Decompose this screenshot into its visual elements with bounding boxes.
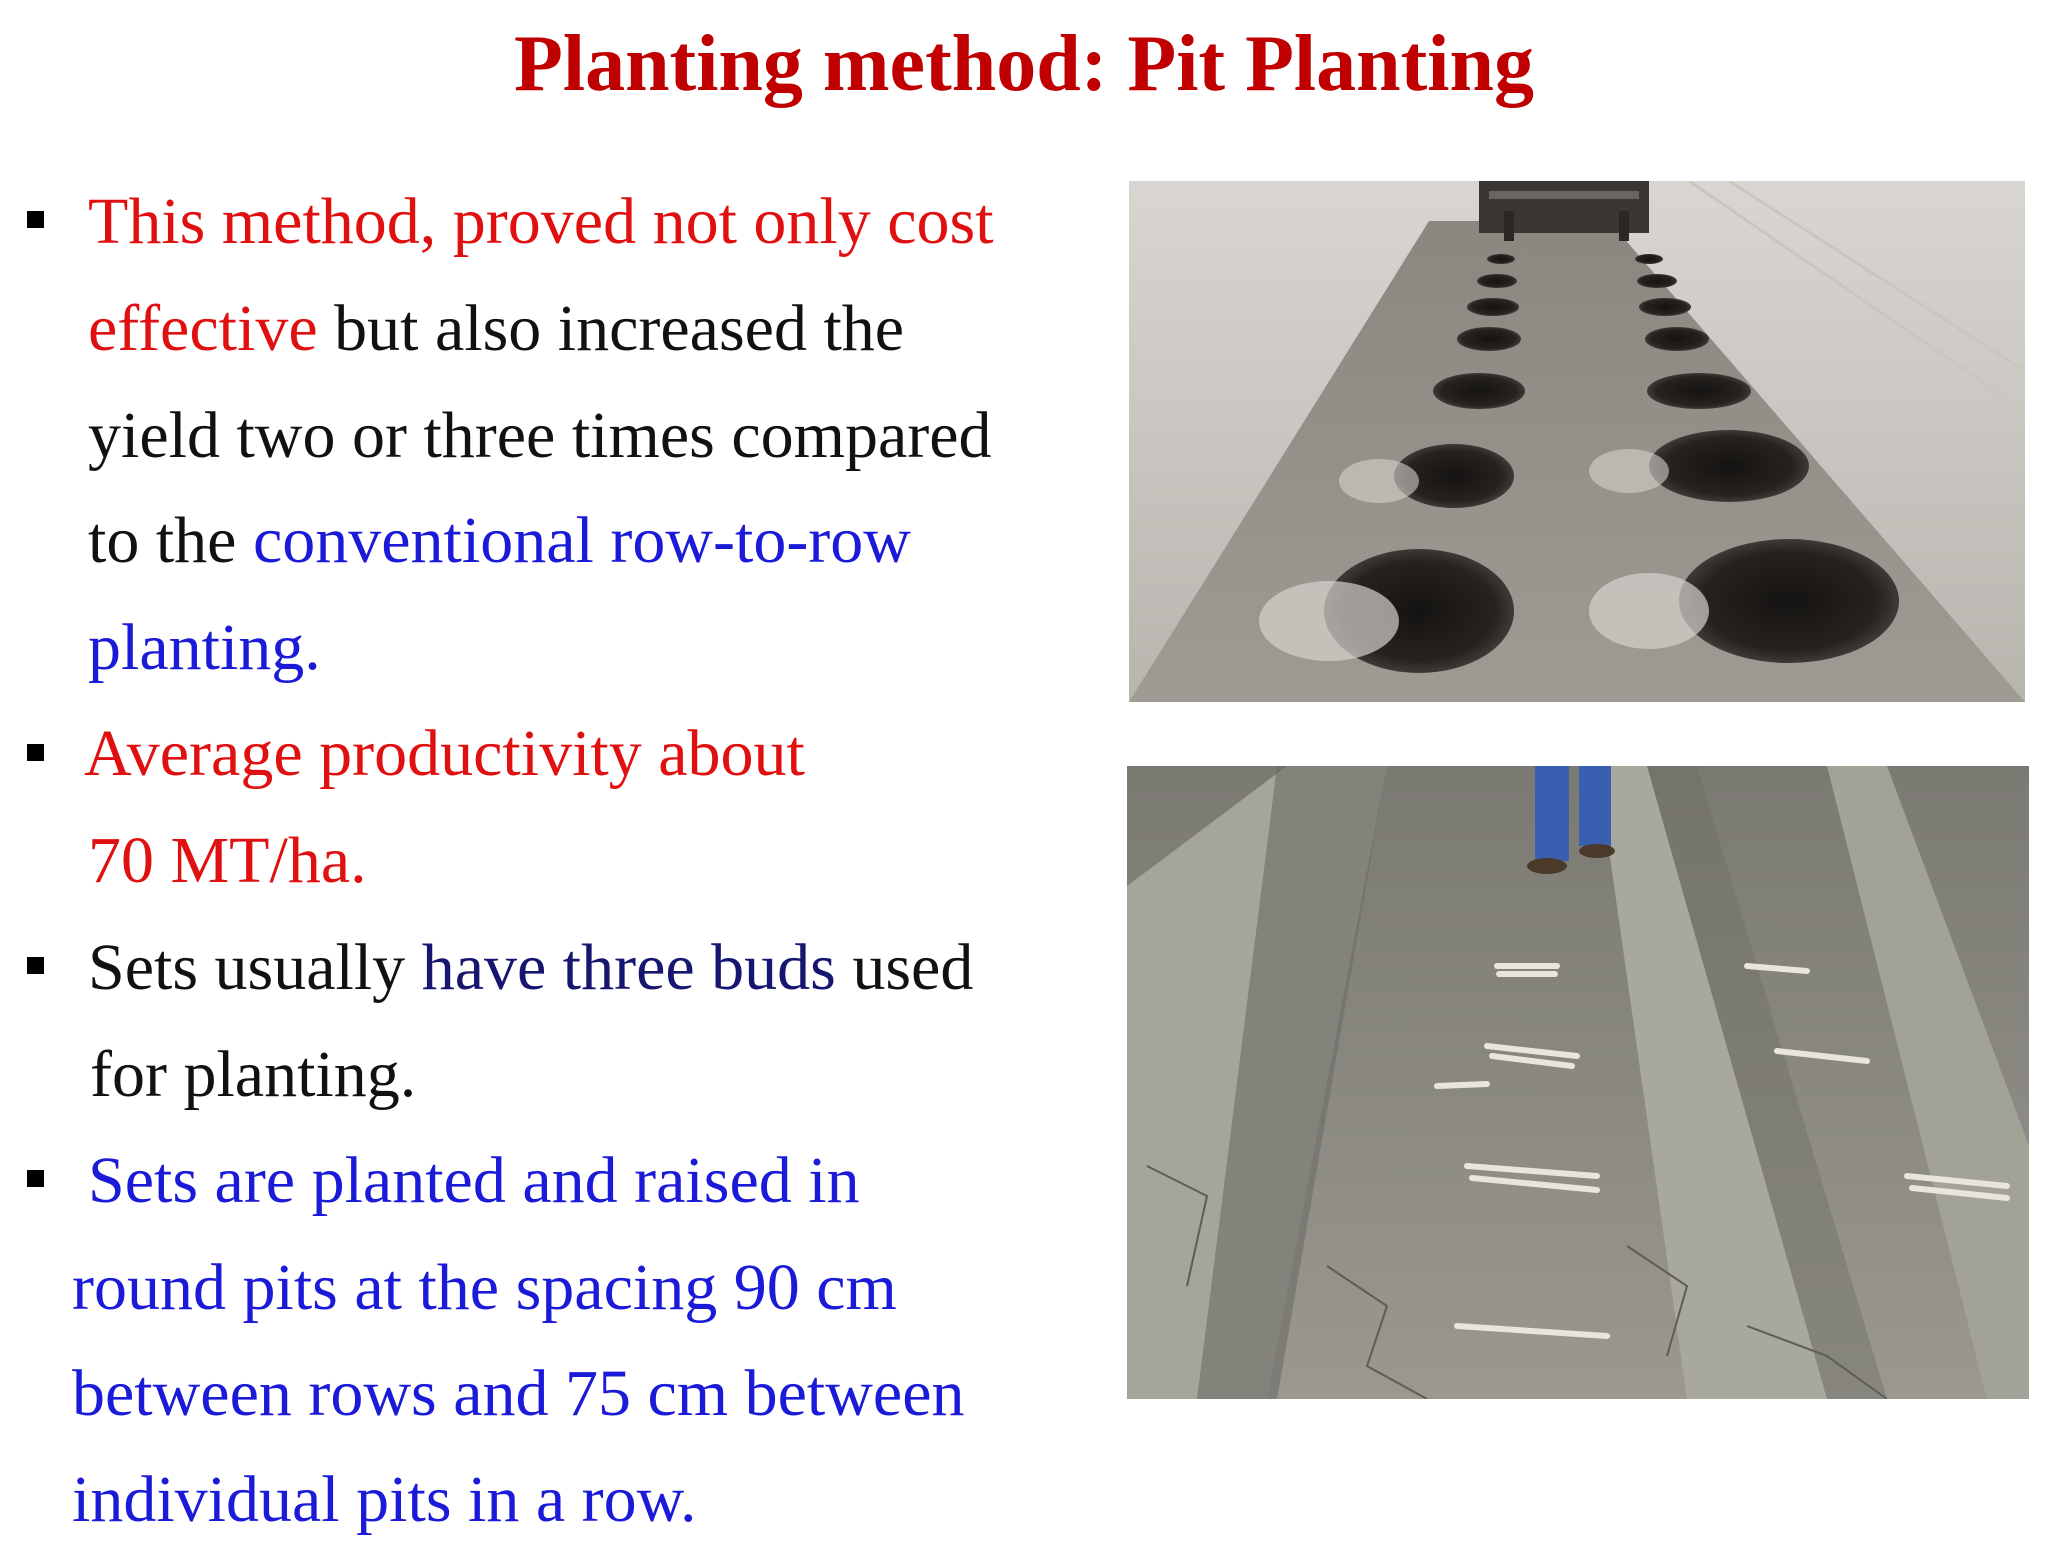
bullet-2-line-1 — [84, 700, 805, 807]
text-span: conventional row-to-row — [252, 504, 911, 577]
bullet-4-line-1 — [88, 1127, 860, 1234]
bullet-1-line-4 — [88, 487, 911, 594]
text-span: between rows and 75 cm between — [72, 1357, 965, 1430]
bullet-4-line-2 — [72, 1234, 897, 1341]
text-span: Sets usually — [88, 931, 422, 1004]
text-span: to the — [88, 504, 253, 577]
page-title: Planting method: Pit Planting — [513, 20, 1535, 108]
text-span: round pits at the spacing 90 cm — [72, 1251, 897, 1324]
bullet-1-line-5 — [88, 594, 321, 701]
text-span: for planting. — [90, 1038, 417, 1111]
text-span: but also increased the — [317, 292, 905, 365]
pit-field-photo — [1129, 181, 2025, 702]
bullet-marker — [27, 957, 44, 974]
text-span: used — [835, 931, 974, 1004]
text-span: planting. — [88, 611, 321, 684]
planted-sets-photo — [1127, 766, 2029, 1399]
bullet-2-line-2 — [88, 807, 367, 914]
bullet-marker — [27, 1170, 44, 1187]
bullet-1-line-1 — [88, 168, 994, 275]
text-span: yield two or three times compared — [88, 399, 992, 472]
bullet-marker — [27, 744, 44, 761]
bullet-marker — [27, 211, 44, 228]
text-span: individual pits in a row. — [72, 1463, 697, 1536]
bullet-4-line-4 — [72, 1446, 697, 1553]
text-span: effective — [88, 292, 318, 365]
bullet-3-line-2 — [90, 1021, 416, 1128]
text-span: This method, proved not only cost — [88, 185, 994, 258]
bullet-1-line-2 — [88, 275, 904, 382]
text-span: 70 MT/ha. — [88, 824, 367, 897]
text-span: Sets are planted and raised in — [88, 1144, 860, 1217]
text-span: Average productivity about — [84, 717, 805, 790]
text-span: have three buds — [421, 931, 836, 1004]
bullet-3-line-1 — [88, 914, 973, 1021]
bullet-4-line-3 — [72, 1340, 965, 1447]
bullet-1-line-3 — [88, 382, 992, 489]
